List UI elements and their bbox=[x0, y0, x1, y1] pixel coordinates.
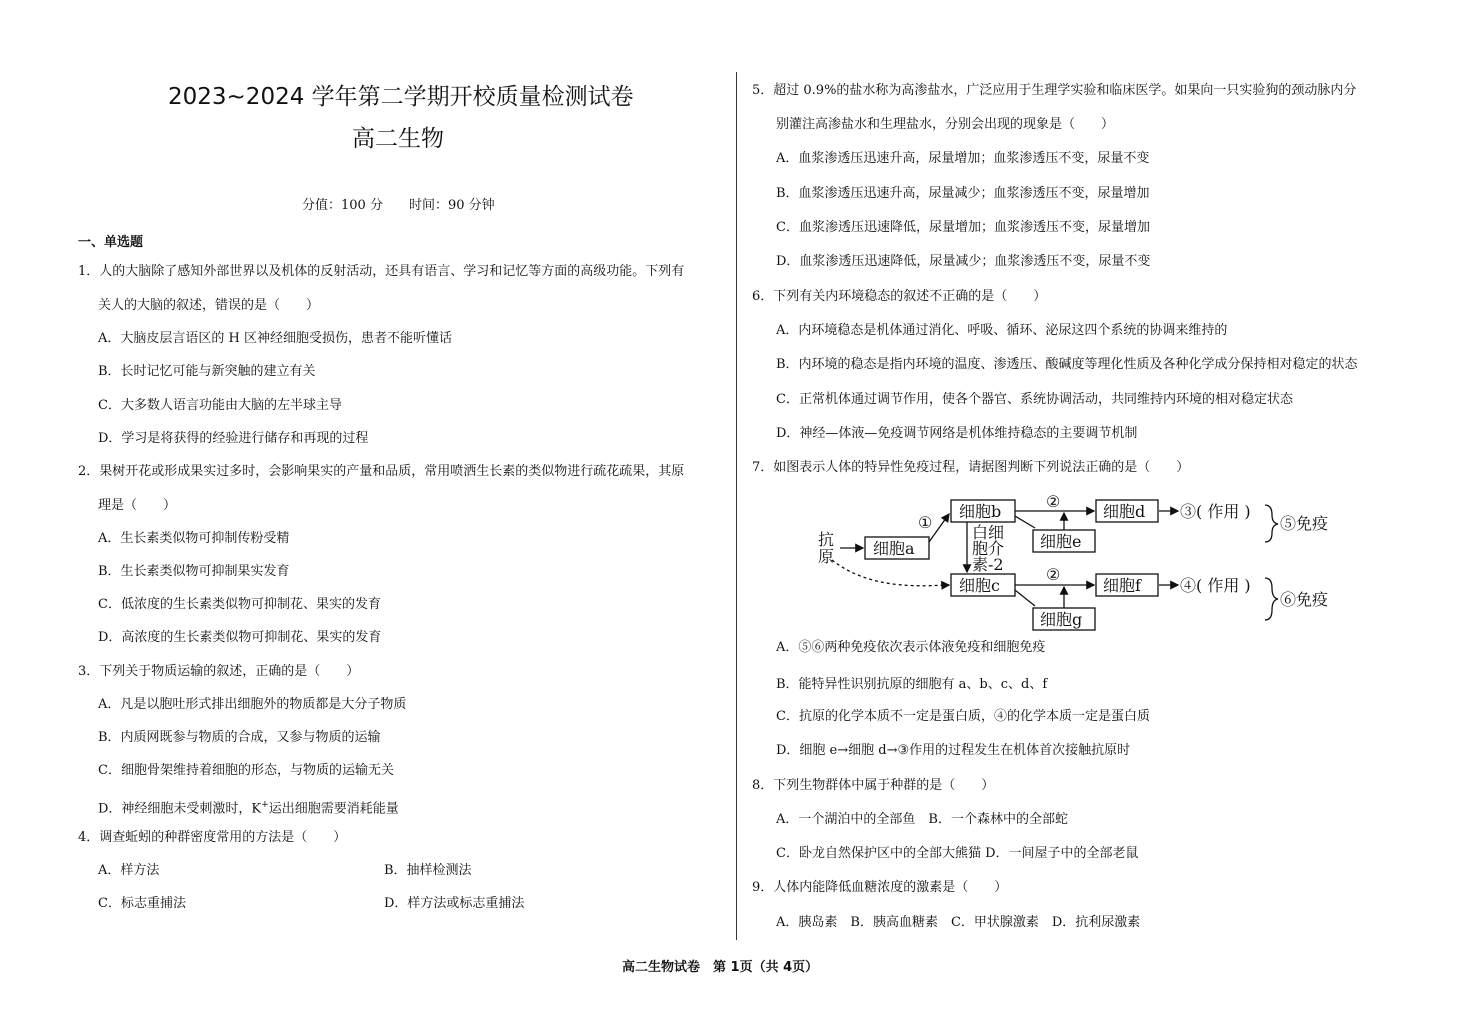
cell-b-label: 细胞b bbox=[959, 502, 1002, 521]
effect-3-label: ③( 作用 ) bbox=[1180, 502, 1251, 521]
cell-a-label: 细胞a bbox=[873, 539, 915, 558]
q3-stem-line1: 3．下列关于物质运输的叙述，正确的是（ ） bbox=[78, 664, 360, 679]
brace-6 bbox=[1265, 578, 1278, 620]
q5-stem-line1: 5．超过 0.9%的盐水称为高渗盐水，广泛应用于生理学实验和临床医学。如果向一只实验狗的颈动脉内分 bbox=[752, 83, 1357, 98]
exam-meta: 分值：100 分 时间：90 分钟 bbox=[302, 198, 495, 213]
q2-stem-line2: 理是（ ） bbox=[98, 498, 177, 513]
arrow-antigen-to-c bbox=[832, 560, 949, 586]
q9-options: A．胰岛素 B．胰高血糖素 C．甲状腺激素 D．抗利尿激素 bbox=[776, 915, 1141, 930]
q1-option-b: B．长时记忆可能与新突触的建立有关 bbox=[98, 364, 316, 379]
effect-4-label: ④( 作用 ) bbox=[1180, 576, 1251, 595]
q2-option-b: B．生长素类似物可抑制果实发育 bbox=[98, 564, 290, 579]
q2-option-c: C．低浓度的生长素类似物可抑制花、果实的发育 bbox=[98, 597, 381, 612]
exam-title: 2023~2024 学年第二学期开校质量检测试卷 bbox=[168, 84, 634, 110]
q5-option-a: A．血浆渗透压迅速升高，尿量增加；血浆渗透压不变，尿量不变 bbox=[776, 151, 1150, 166]
cell-c-label: 细胞c bbox=[959, 576, 1000, 595]
q1-option-a: A．大脑皮层言语区的 H 区神经细胞受损伤，患者不能听懂话 bbox=[98, 331, 452, 346]
exam-subject: 高二生物 bbox=[352, 126, 444, 152]
step-2-bottom-label: ② bbox=[1046, 565, 1061, 584]
q3-option-d bbox=[98, 796, 399, 818]
cell-e-label: 细胞e bbox=[1040, 532, 1082, 551]
cell-f-label: 细胞f bbox=[1103, 576, 1141, 595]
immune-diagram bbox=[810, 490, 1350, 632]
q4-stem-line1: 4．调查蚯蚓的种群密度常用的方法是（ ） bbox=[78, 830, 347, 845]
q3-option-d-text-end: 运出细胞需要消耗能量 bbox=[268, 801, 399, 817]
q1-option-d: D．学习是将获得的经验进行储存和再现的过程 bbox=[98, 431, 369, 446]
interleukin-label-3: 素-2 bbox=[972, 555, 1004, 574]
q7-stem-line1: 7．如图表示人体的特异性免疫过程，请据图判断下列说法正确的是（ ） bbox=[752, 460, 1190, 475]
q4-option-a: A．样方法 bbox=[98, 863, 160, 878]
q7-option-c: C．抗原的化学本质不一定是蛋白质，④的化学本质一定是蛋白质 bbox=[776, 709, 1150, 724]
q7-option-d: D．细胞 e→细胞 d→③作用的过程发生在机体首次接触抗原时 bbox=[776, 743, 1131, 758]
q8-stem-line1: 8．下列生物群体中属于种群的是（ ） bbox=[752, 778, 995, 793]
q5-option-c: C．血浆渗透压迅速降低，尿量增加；血浆渗透压不变，尿量增加 bbox=[776, 220, 1150, 235]
q5-option-b: B．血浆渗透压迅速升高，尿量减少；血浆渗透压不变，尿量增加 bbox=[776, 186, 1150, 201]
q5-stem-line2: 别灌注高渗盐水和生理盐水，分别会出现的现象是（ ） bbox=[776, 117, 1115, 132]
brace-5 bbox=[1265, 505, 1278, 542]
q4-option-c: C．标志重捕法 bbox=[98, 896, 186, 911]
q5-option-d: D．血浆渗透压迅速降低，尿量减少；血浆渗透压不变，尿量不变 bbox=[776, 254, 1151, 269]
q6-option-b: B．内环境的稳态是指内环境的温度、渗透压、酸碱度等理化性质及各种化学成分保持相对稳定的状态 bbox=[776, 357, 1358, 372]
q8-options-cd: C．卧龙自然保护区中的全部大熊猫 D．一间屋子中的全部老鼠 bbox=[776, 846, 1139, 861]
q4-option-d: D．样方法或标志重捕法 bbox=[384, 896, 525, 911]
step-1-label: ① bbox=[918, 513, 933, 532]
q3-option-b: B．内质网既参与物质的合成，又参与物质的运输 bbox=[98, 730, 381, 745]
q6-option-a: A．内环境稳态是机体通过消化、呼吸、循环、泌尿这四个系统的协调来维持的 bbox=[776, 323, 1228, 338]
q9-stem-line1: 9．人体内能降低血糖浓度的激素是（ ） bbox=[752, 880, 1008, 895]
q3-option-d-text: D．神经细胞未受刺激时，K bbox=[98, 801, 262, 817]
q7-option-a: A．⑤⑥两种免疫依次表示体液免疫和细胞免疫 bbox=[776, 640, 1046, 655]
q2-stem-line1: 2．果树开花或形成果实过多时，会影响果实的产量和品质，常用喷洒生长素的类似物进行疏花疏果，其原 bbox=[78, 464, 685, 479]
q8-options-ab: A．一个湖泊中的全部鱼 B．一个森林中的全部蛇 bbox=[776, 812, 1068, 827]
q2-option-d: D．高浓度的生长素类似物可抑制花、果实的发育 bbox=[98, 630, 382, 645]
q6-stem-line1: 6．下列有关内环境稳态的叙述不正确的是（ ） bbox=[752, 289, 1047, 304]
q3-option-a: A．凡是以胞吐形式排出细胞外的物质都是大分子物质 bbox=[98, 697, 407, 712]
antigen-label-2: 原 bbox=[818, 547, 835, 566]
page-footer: 高二生物试卷 第 1页（共 4页） bbox=[622, 960, 819, 975]
immunity-6-label: ⑥免疫 bbox=[1280, 590, 1329, 609]
q4-option-b: B．抽样检测法 bbox=[384, 863, 472, 878]
q3-option-d-superscript: + bbox=[261, 800, 269, 810]
q6-option-d: D．神经—体液—免疫调节网络是机体维持稳态的主要调节机制 bbox=[776, 426, 1138, 441]
q1-stem-line2: 关人的大脑的叙述，错误的是（ ） bbox=[98, 298, 320, 313]
line-b-to-e bbox=[1015, 516, 1035, 528]
interleukin-label-1: 白细 bbox=[972, 523, 1005, 542]
antigen-label-1: 抗 bbox=[818, 530, 835, 549]
immunity-5-label: ⑤免疫 bbox=[1280, 514, 1329, 533]
q1-option-c: C．大多数人语言功能由大脑的左半球主导 bbox=[98, 398, 342, 413]
q3-option-c: C．细胞骨架维持着细胞的形态，与物质的运输无关 bbox=[98, 763, 394, 778]
q1-stem-line1: 1．人的大脑除了感知外部世界以及机体的反射活动，还具有语言、学习和记忆等方面的高级功能。下列有 bbox=[78, 264, 685, 279]
q7-option-b: B．能特异性识别抗原的细胞有 a、b、c、d、f bbox=[776, 677, 1048, 692]
step-2-top-label: ② bbox=[1046, 492, 1061, 511]
q2-option-a: A．生长素类似物可抑制传粉受精 bbox=[98, 531, 290, 546]
interleukin-label-2: 胞介 bbox=[972, 539, 1005, 558]
column-divider bbox=[736, 72, 737, 940]
q6-option-c: C．正常机体通过调节作用，使各个器官、系统协调活动，共同维持内环境的相对稳定状态 bbox=[776, 392, 1293, 407]
cell-d-label: 细胞d bbox=[1103, 502, 1146, 521]
cell-g-label: 细胞g bbox=[1040, 610, 1083, 629]
section-heading: 一、单选题 bbox=[78, 235, 144, 250]
line-c-to-g bbox=[1015, 590, 1035, 606]
